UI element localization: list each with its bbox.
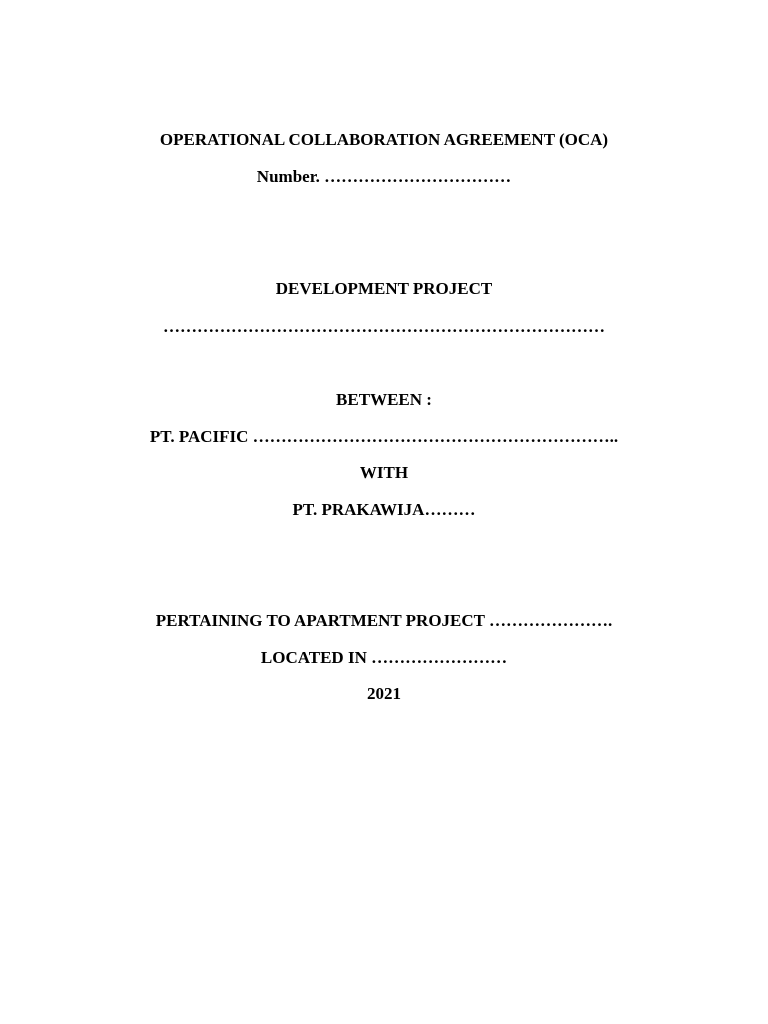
with-label: WITH xyxy=(359,463,409,482)
document-title: OPERATIONAL COLLABORATION AGREEMENT (OCA) xyxy=(159,130,609,149)
party-two-line: PT. PRAKAWIJA……… xyxy=(292,500,476,519)
pertaining-line: PERTAINING TO APARTMENT PROJECT …………………. xyxy=(155,611,613,630)
agreement-number-line: Number. …………………………… xyxy=(256,167,512,186)
year-line: 2021 xyxy=(367,684,401,703)
development-project-heading: DEVELOPMENT PROJECT xyxy=(275,279,493,298)
location-line: LOCATED IN …………………… xyxy=(260,648,508,667)
between-label: BETWEEN : xyxy=(336,390,432,409)
party-one-line: PT. PACIFIC ……………………………………………………….. xyxy=(149,427,619,446)
development-project-blank: …………………………………………………………………… xyxy=(163,317,605,336)
